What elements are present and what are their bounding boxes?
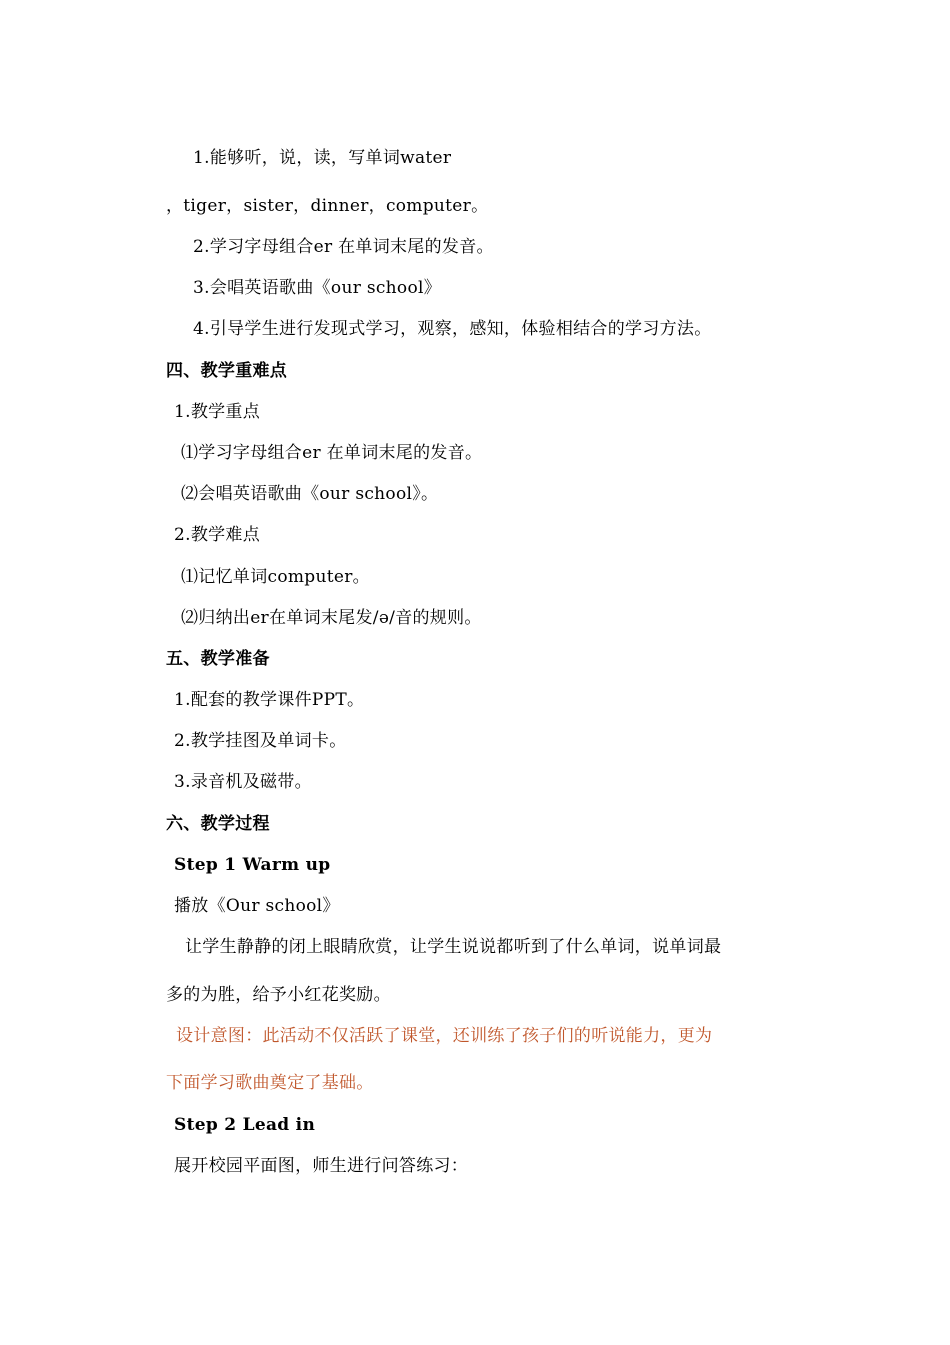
design-intent-line-2: 下面学习歌曲奠定了基础。: [166, 1073, 374, 1093]
design-intent-line-1: 设计意图：此活动不仅活跃了课堂，还训练了孩子们的听说能力，更为: [176, 1026, 713, 1046]
objective-2: 2.学习字母组合er 在单词末尾的发音。: [193, 237, 494, 257]
objective-3: 3.会唱英语歌曲《our school》: [193, 278, 442, 298]
preparation-item-2: 2.教学挂图及单词卡。: [174, 731, 347, 751]
step-1-text-2-line-2: 多的为胜，给予小红花奖励。: [166, 985, 391, 1005]
preparation-item-1: 1.配套的教学课件PPT。: [174, 690, 365, 710]
objective-1-line-1: 1.能够听，说，读，写单词water: [193, 148, 452, 168]
step-1-title: Step 1 Warm up: [174, 855, 331, 875]
difficulty-title: 2.教学难点: [174, 525, 261, 545]
focus-title: 1.教学重点: [174, 402, 261, 422]
preparation-item-3: 3.录音机及磁带。: [174, 772, 312, 792]
difficulty-item-2: ⑵归纳出er在单词末尾发/ə/音的规则。: [181, 608, 482, 628]
step-2-title: Step 2 Lead in: [174, 1115, 316, 1135]
step-1-text-1: 播放《Our school》: [174, 896, 340, 916]
objective-4: 4.引导学生进行发现式学习，观察，感知，体验相结合的学习方法。: [193, 319, 712, 339]
focus-item-1: ⑴学习字母组合er 在单词末尾的发音。: [181, 443, 483, 463]
difficulty-item-1: ⑴记忆单词computer。: [181, 567, 370, 587]
section-heading-preparation: 五、教学准备: [166, 649, 270, 669]
objective-1-line-2: ，tiger，sister，dinner，computer。: [166, 196, 489, 216]
step-2-text: 展开校园平面图，师生进行问答练习：: [174, 1156, 469, 1176]
section-heading-process: 六、教学过程: [166, 814, 270, 834]
focus-item-2: ⑵会唱英语歌曲《our school》。: [181, 484, 439, 504]
section-heading-key-points: 四、教学重难点: [166, 361, 288, 381]
step-1-text-2-line-1: 让学生静静的闭上眼睛欣赏，让学生说说都听到了什么单词，说单词最: [185, 937, 722, 957]
